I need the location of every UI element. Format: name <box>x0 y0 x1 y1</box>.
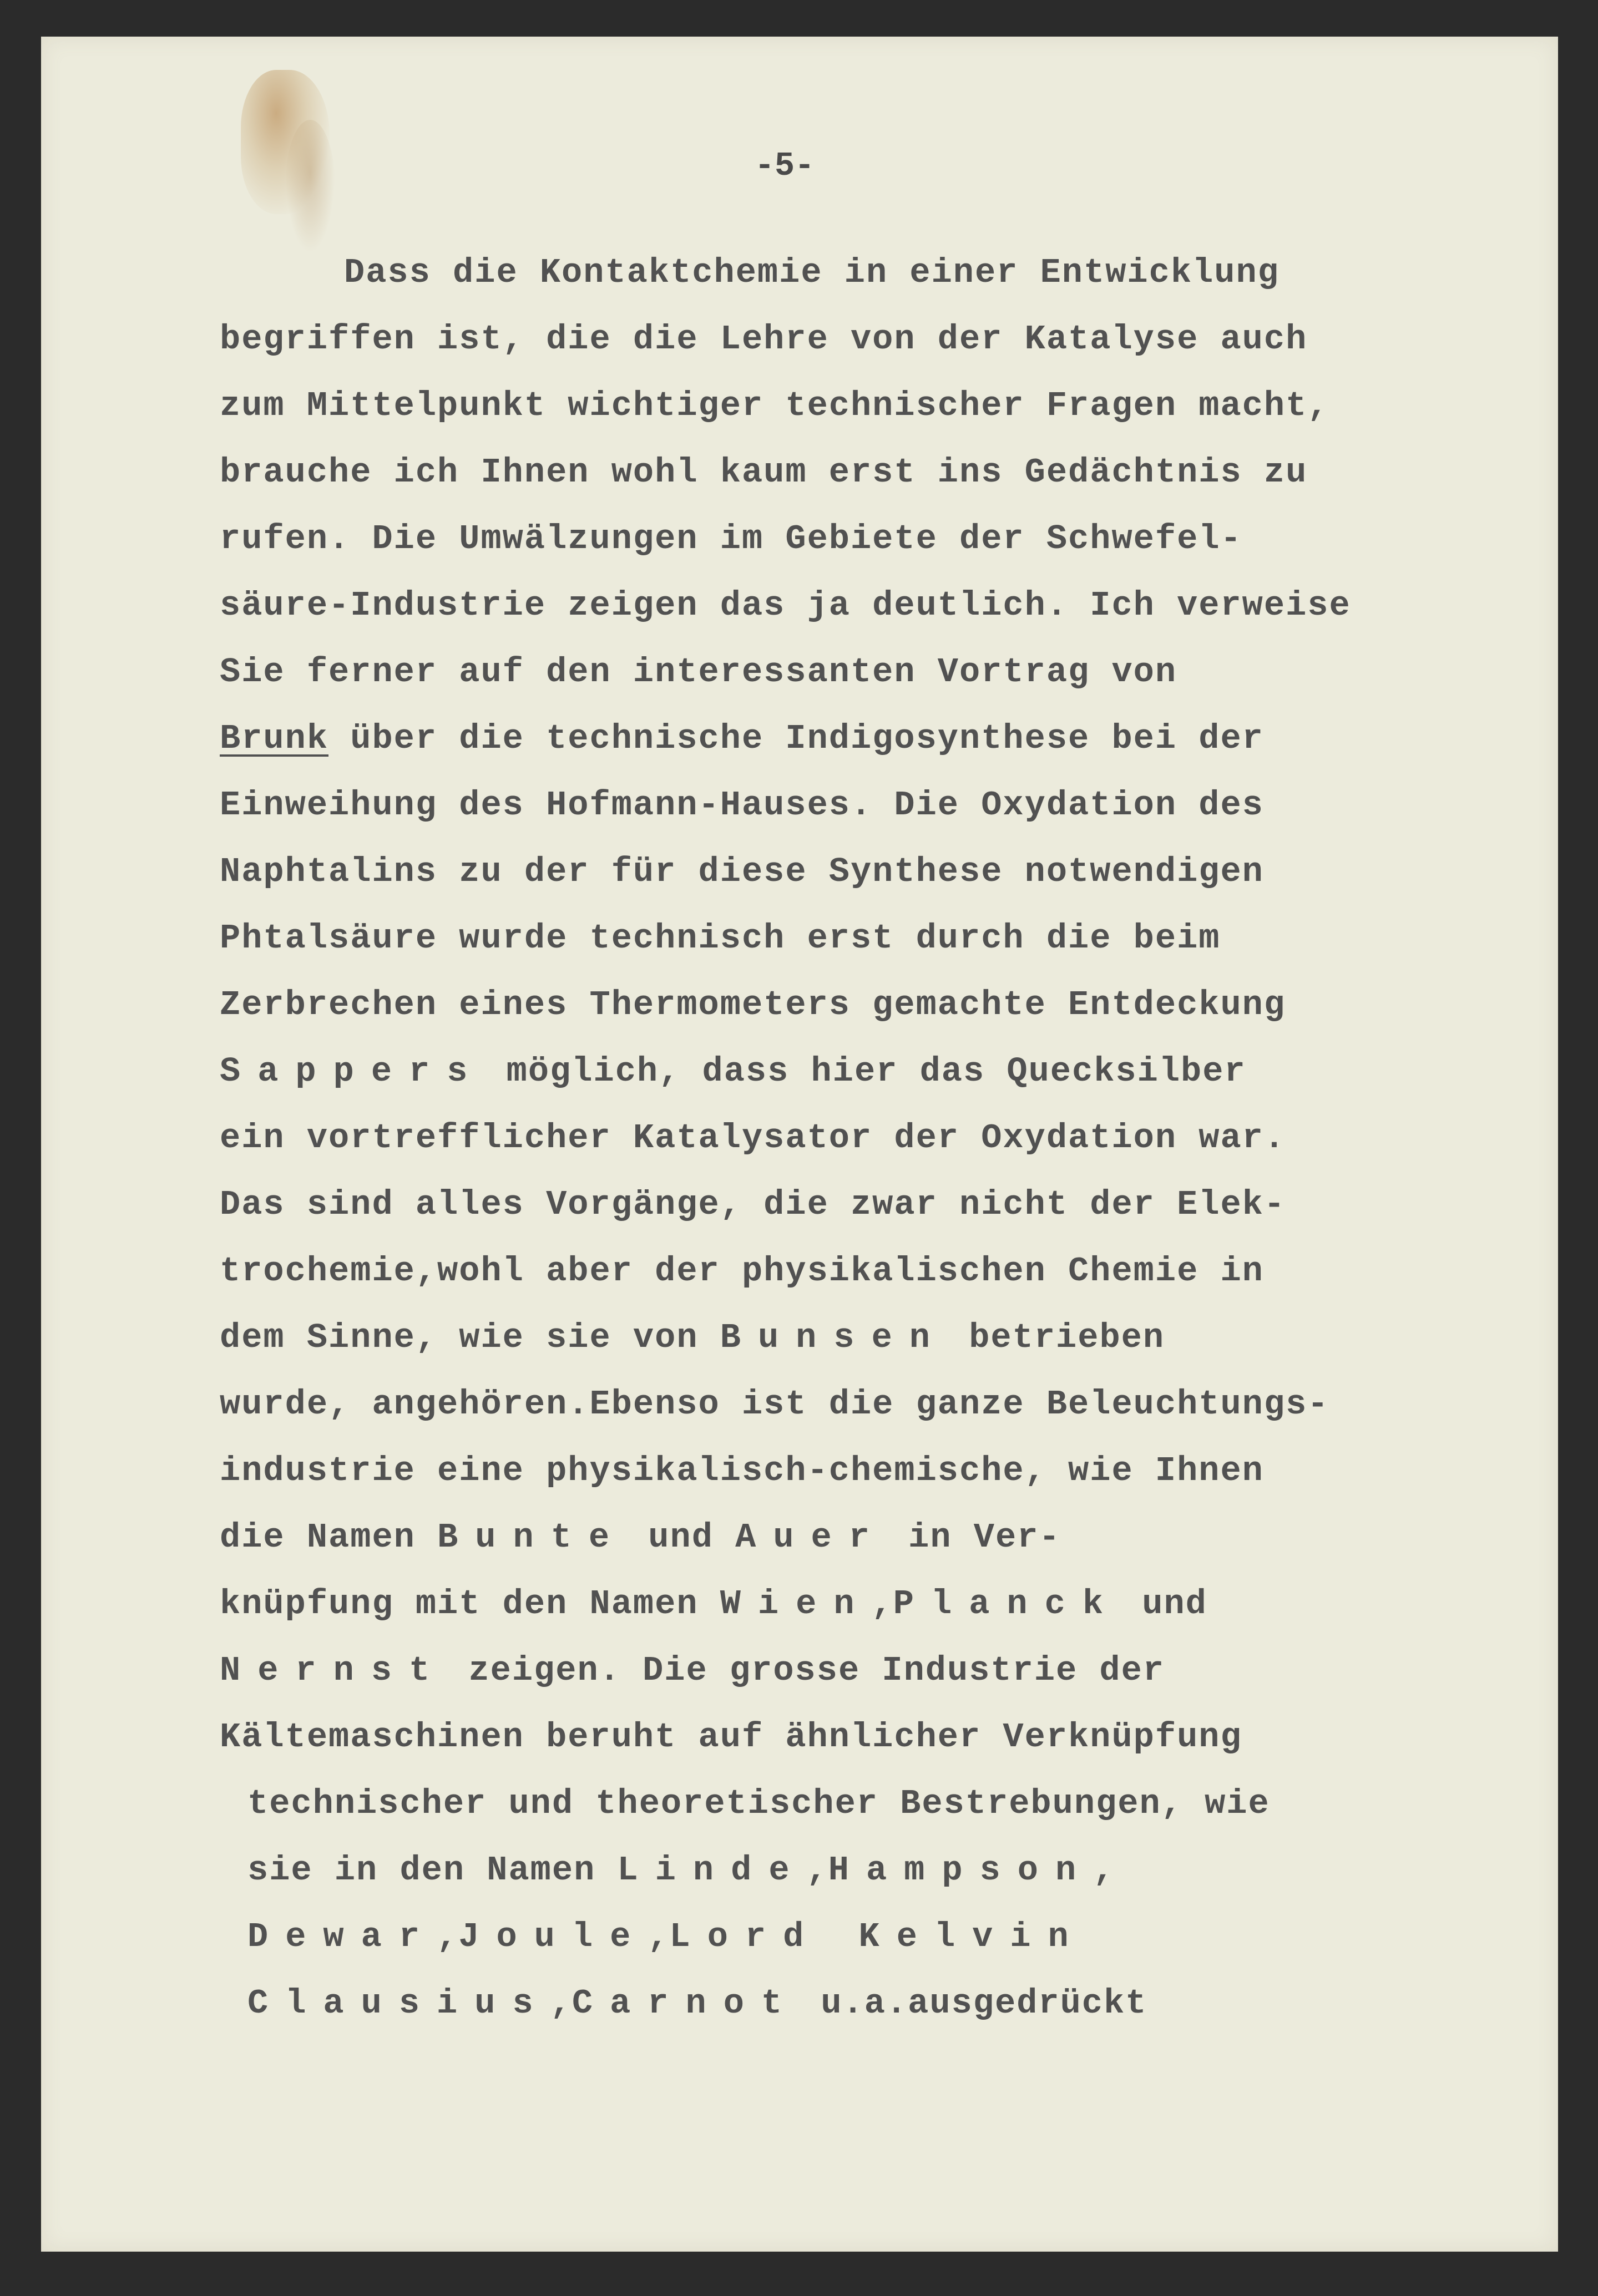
text-line: trochemie,wohl aber der physikalischen Chemie in <box>220 1251 1264 1291</box>
text-line: begriffen ist, die die Lehre von der Katalyse auch <box>220 320 1308 359</box>
text-line <box>220 1052 1246 1091</box>
text-segment: und <box>626 1518 736 1557</box>
text-line <box>220 719 1264 758</box>
underlined-name: Brunk <box>220 719 329 758</box>
text-line: brauche ich Ihnen wohl kaum erst ins Gedächtnis zu <box>220 453 1308 492</box>
text-segment: , <box>871 1584 893 1624</box>
text-line: säure-Industrie zeigen das ja deutlich. Ich verweise <box>220 586 1351 625</box>
text-segment: , <box>550 1984 572 2023</box>
text-line <box>247 1984 1147 2023</box>
text-line <box>247 1917 1086 1957</box>
text-line: Naphtalins zu der für diese Synthese notwendigen <box>220 852 1264 891</box>
spaced-name: Lord Kelvin <box>669 1917 1086 1957</box>
text-line <box>220 1584 1207 1624</box>
text-segment: knüpfung mit den Namen <box>220 1584 720 1624</box>
text-line: Einweihung des Hofmann-Hauses. Die Oxydation des <box>220 785 1264 825</box>
spaced-name: Hampson <box>828 1851 1094 1890</box>
text-line <box>247 1851 1115 1890</box>
text-segment: zeigen. Die grosse Industrie der <box>447 1651 1165 1690</box>
text-line <box>220 1651 1165 1690</box>
spaced-name: Carnot <box>572 1984 800 2023</box>
text-segment: , <box>1093 1851 1115 1890</box>
text-segment: u.a.ausgedrückt <box>799 1984 1147 2023</box>
text-line: ein vortrefflicher Katalysator der Oxydation war. <box>220 1118 1286 1158</box>
text-segment: , <box>437 1917 459 1957</box>
text-segment: und <box>1120 1584 1207 1624</box>
text-segment: in Ver- <box>886 1518 1061 1557</box>
spaced-name: Auer <box>735 1518 887 1557</box>
spaced-name: Clausius <box>247 1984 550 2023</box>
text-line <box>220 1518 1061 1557</box>
text-line: industrie eine physikalisch-chemische, wie Ihnen <box>220 1451 1264 1491</box>
text-line: Dass die Kontaktchemie in einer Entwicklung <box>344 253 1280 292</box>
text-line: Kältemaschinen beruht auf ähnlicher Verknüpfung <box>220 1717 1242 1757</box>
spaced-name: Nernst <box>220 1651 447 1690</box>
spaced-name: Dewar <box>247 1917 437 1957</box>
spaced-name: Sappers <box>220 1052 485 1091</box>
text-line: Das sind alles Vorgänge, die zwar nicht der Elek- <box>220 1185 1286 1224</box>
spaced-name: Planck <box>893 1584 1121 1624</box>
text-segment: , <box>648 1917 670 1957</box>
text-line: zum Mittelpunkt wichtiger technischer Fragen macht, <box>220 386 1329 425</box>
document-page <box>41 37 1558 2252</box>
text-segment: sie in den Namen <box>247 1851 618 1890</box>
text-segment: die Namen <box>220 1518 438 1557</box>
spaced-name: Bunsen <box>720 1318 947 1357</box>
body-text <box>41 37 1558 2252</box>
text-line <box>220 1318 1165 1357</box>
text-segment: über die technische Indigosynthese bei der <box>328 719 1264 758</box>
text-line: Sie ferner auf den interessanten Vortrag von <box>220 652 1177 692</box>
text-segment: dem Sinne, wie sie von <box>220 1318 720 1357</box>
text-line: Zerbrechen eines Thermometers gemachte Entdeckung <box>220 985 1286 1025</box>
text-line: rufen. Die Umwälzungen im Gebiete der Schwefel- <box>220 519 1242 559</box>
text-line: Phtalsäure wurde technisch erst durch die beim <box>220 919 1221 958</box>
text-segment: möglich, dass hier das Quecksilber <box>484 1052 1246 1091</box>
spaced-name: Linde <box>617 1851 807 1890</box>
spaced-name: Bunte <box>437 1518 627 1557</box>
text-line: technischer und theoretischer Bestrebungen, wie <box>247 1784 1270 1823</box>
text-segment: , <box>806 1851 828 1890</box>
spaced-name: Wien <box>720 1584 872 1624</box>
text-segment: betrieben <box>947 1318 1165 1357</box>
spaced-name: Joule <box>458 1917 648 1957</box>
page-number: -5- <box>754 148 815 185</box>
text-line: wurde, angehören.Ebenso ist die ganze Beleuchtungs- <box>220 1385 1329 1424</box>
